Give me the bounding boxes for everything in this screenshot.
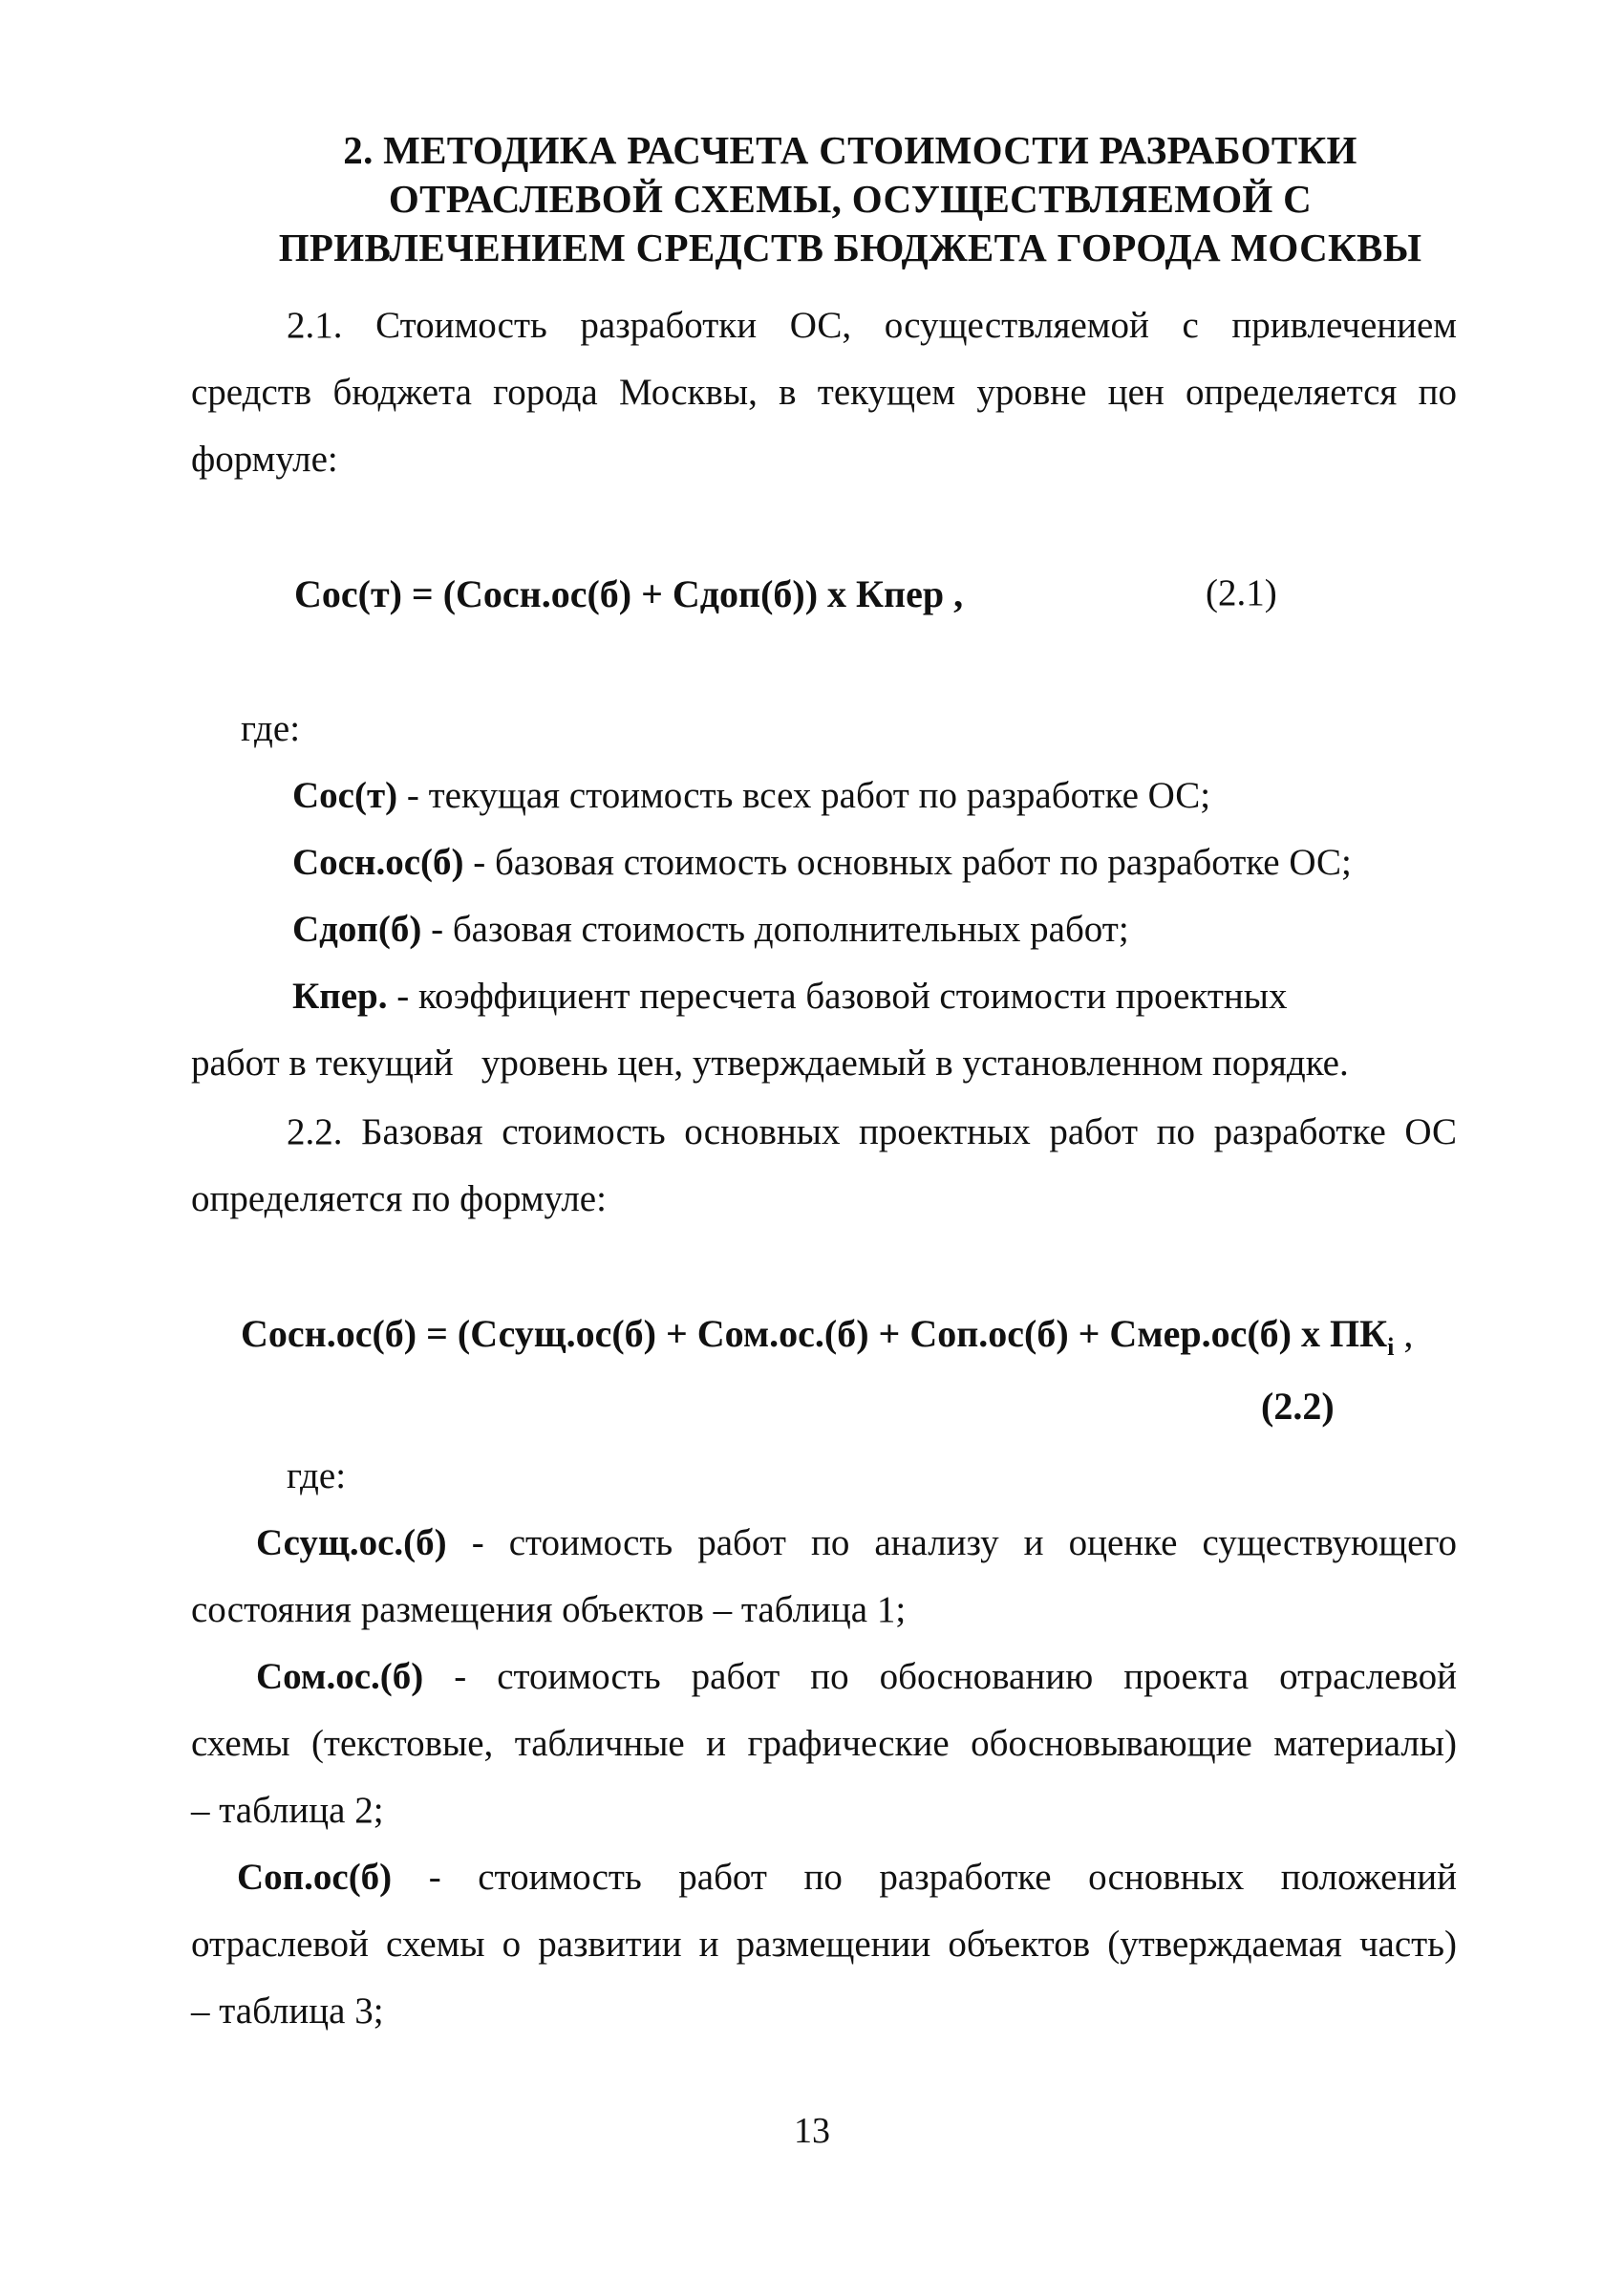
definition-symbol: Сос(т) bbox=[292, 775, 398, 816]
definition-text: - коэффициент пересчета базовой стоимости проектных bbox=[387, 976, 1288, 1017]
definition-text: - текущая стоимость всех работ по разработке ОС; bbox=[397, 775, 1211, 816]
definition-cosn-os-b bbox=[292, 841, 1352, 884]
definition-kper-continuation: работ в текущий уровень цен, утверждаемый в установленном порядке. bbox=[191, 1043, 1349, 1084]
formula-2-1-number: (2.1) bbox=[1206, 572, 1277, 613]
definition-cop-continuation-2: – таблица 3; bbox=[191, 1990, 384, 2032]
definition-text: - стоимость работ по обоснованию проекта отраслевой bbox=[423, 1656, 1457, 1697]
where-label-1: где: bbox=[241, 708, 301, 749]
definition-com-continuation-2: – таблица 2; bbox=[191, 1790, 384, 1831]
heading-line-1: 2. МЕТОДИКА РАСЧЕТА СТОИМОСТИ РАЗРАБОТКИ bbox=[343, 128, 1357, 172]
definition-cdop-b bbox=[292, 908, 1129, 951]
paragraph-2-1-line-3: формуле: bbox=[191, 439, 338, 480]
page-number: 13 bbox=[794, 2111, 830, 2151]
formula-2-1: Сос(т) = (Сосн.ос(б) + Сдоп(б)) х Кпер , bbox=[294, 572, 964, 615]
section-heading bbox=[191, 126, 1509, 272]
where-label-2: где: bbox=[287, 1455, 347, 1496]
definition-csusch-os-b bbox=[256, 1521, 1457, 1564]
definition-text: - стоимость работ по разработке основных положений bbox=[392, 1857, 1457, 1898]
definition-cop-continuation-1: отраслевой схемы о развитии и размещении объектов (утверждаемая часть) bbox=[191, 1924, 1457, 1965]
paragraph-2-1-line-1: 2.1. Стоимость разработки ОС, осуществляемой с привлечением bbox=[287, 305, 1457, 346]
definition-symbol: Кпер. bbox=[292, 976, 388, 1017]
definition-text: - базовая стоимость дополнительных работ; bbox=[421, 909, 1129, 950]
definition-symbol: Соп.ос(б) bbox=[237, 1857, 393, 1898]
definition-symbol: Сосн.ос(б) bbox=[292, 842, 464, 883]
formula-2-2-number: (2.2) bbox=[1261, 1385, 1335, 1428]
definition-com-continuation-1: схемы (текстовые, табличные и графические обосновывающие материалы) bbox=[191, 1723, 1457, 1764]
definition-csusch-continuation: состояния размещения объектов – таблица 1; bbox=[191, 1589, 907, 1630]
definition-symbol: Сдоп(б) bbox=[292, 909, 422, 950]
formula-2-2 bbox=[241, 1311, 1413, 1362]
paragraph-2-2-line-1: 2.2. Базовая стоимость основных проектных работ по разработке ОС bbox=[287, 1111, 1457, 1152]
heading-line-3: ПРИВЛЕЧЕНИЕМ СРЕДСТВ БЮДЖЕТА ГОРОДА МОСКВЫ bbox=[278, 226, 1422, 269]
definition-text: - базовая стоимость основных работ по разработке ОС; bbox=[463, 842, 1352, 883]
heading-line-2: ОТРАСЛЕВОЙ СХЕМЫ, ОСУЩЕСТВЛЯЕМОЙ С bbox=[388, 177, 1313, 221]
formula-2-2-subscript: i bbox=[1387, 1333, 1395, 1361]
formula-2-2-tail: , bbox=[1394, 1312, 1414, 1355]
paragraph-2-1-line-2: средств бюджета города Москвы, в текущем уровне цен определяется по bbox=[191, 372, 1457, 413]
formula-2-2-rhs: (Ссущ.ос(б) + Сом.ос.(б) + Соп.ос(б) + Смер.ос(б) х ПК bbox=[457, 1312, 1388, 1355]
definition-symbol: Сом.ос.(б) bbox=[256, 1656, 424, 1697]
definition-text: - стоимость работ по анализу и оценке существующего bbox=[446, 1522, 1457, 1563]
definition-cop-os-b bbox=[237, 1856, 1457, 1899]
definition-kper bbox=[292, 975, 1287, 1018]
definition-symbol: Ссущ.ос.(б) bbox=[256, 1522, 447, 1563]
formula-2-2-lhs: Сосн.ос(б) = bbox=[241, 1312, 458, 1355]
definition-com-os-b bbox=[256, 1655, 1457, 1698]
definition-cos-t bbox=[292, 774, 1210, 817]
paragraph-2-2-line-2: определяется по формуле: bbox=[191, 1178, 607, 1219]
